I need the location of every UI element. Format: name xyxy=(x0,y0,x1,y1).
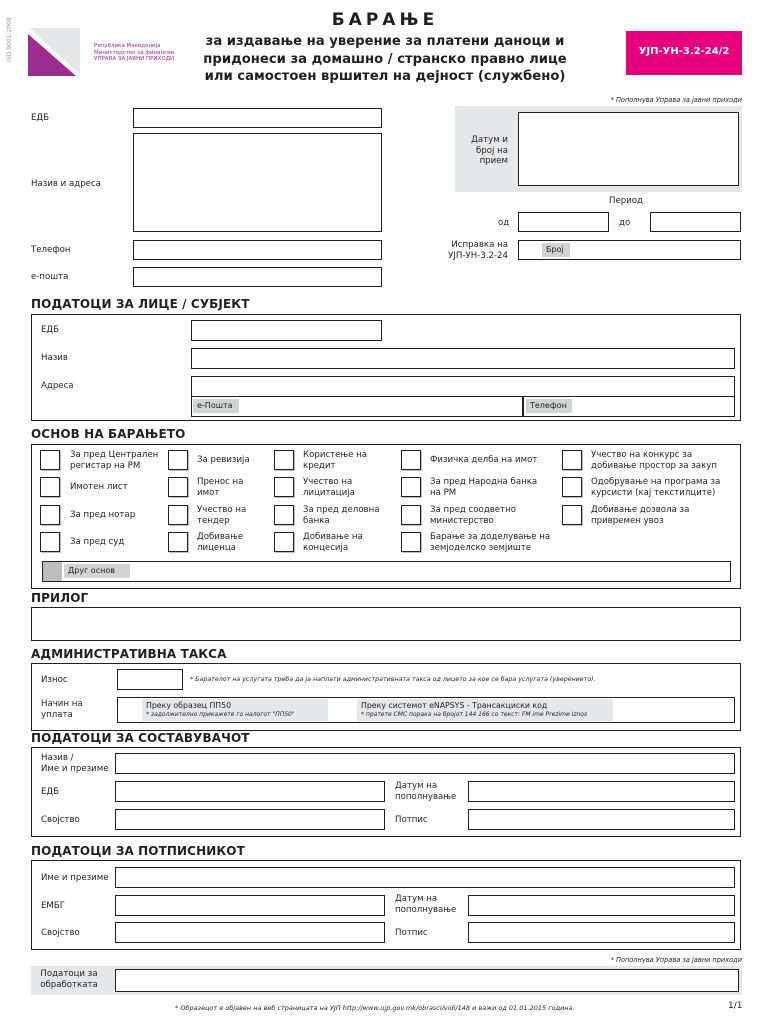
to-label: до xyxy=(619,218,631,228)
payment-method-label: Начин на уплата xyxy=(41,699,83,720)
subject-address-label: Адреса xyxy=(41,381,74,391)
basis-checkbox[interactable] xyxy=(168,532,188,552)
basis-option-label: За пред Централен регистар на РМ xyxy=(70,449,159,471)
logo-line: УПРАВА ЗА ЈАВНИ ПРИХОДИ xyxy=(94,56,175,63)
other-basis-checkbox-shadow xyxy=(43,562,62,581)
preparer-name-input[interactable] xyxy=(115,753,735,774)
processing-label: Податоци за обработката xyxy=(40,969,98,990)
basis-option-label: Физичка делба на имот xyxy=(430,455,538,466)
subject-name-input[interactable] xyxy=(191,348,735,369)
basis-option-label: Добивање лиценца xyxy=(197,531,244,553)
name-address-label: Назив и адреса xyxy=(31,179,101,189)
email-input[interactable] xyxy=(133,267,382,287)
preparer-section-title: ПОДАТОЦИ ЗА СОСТАВУВАЧОТ xyxy=(31,731,250,745)
basis-checkbox[interactable] xyxy=(562,505,582,525)
basis-option-label: За пред Народна банка на РМ xyxy=(430,476,538,498)
signatory-signature-label: Потпис xyxy=(395,928,428,938)
attachment-section-title: ПРИЛОГ xyxy=(31,591,89,605)
subject-edb-input[interactable] xyxy=(191,320,382,341)
signatory-name-input[interactable] xyxy=(115,867,735,888)
basis-checkbox[interactable] xyxy=(401,505,421,525)
period-label: Период xyxy=(609,196,643,206)
basis-option-label: За пред нотар xyxy=(70,510,136,521)
edb-input[interactable] xyxy=(133,108,382,128)
preparer-name-label: Назив / Име и презиме xyxy=(41,753,109,774)
signatory-capacity-input[interactable] xyxy=(115,922,385,943)
iso-code: ISO 9001:2008 xyxy=(6,17,13,62)
basis-option-label: Добивање дозвола за привремен увоз xyxy=(591,504,690,526)
fee-amount-label: Износ xyxy=(41,675,68,685)
phone-tag: Телефон xyxy=(526,399,572,413)
date-number-label: Датум и број на прием xyxy=(471,135,508,166)
signatory-signature-input[interactable] xyxy=(468,922,735,943)
basis-option-label: Добивање на концесија xyxy=(303,531,363,553)
period-from-input[interactable] xyxy=(518,212,609,232)
processing-input[interactable] xyxy=(115,969,739,992)
from-label: од xyxy=(498,218,510,228)
form-code-text: УЈП-УН-3.2-24/2 xyxy=(638,46,730,57)
preparer-capacity-label: Својство xyxy=(41,815,80,825)
subject-email-input[interactable] xyxy=(191,396,523,417)
basis-option-label: За пред соодветно министерство xyxy=(430,504,516,526)
basis-checkbox[interactable] xyxy=(40,505,60,525)
email-label: е-пошта xyxy=(31,272,69,282)
other-basis-tag: Друг основ xyxy=(64,564,130,578)
date-number-input[interactable] xyxy=(518,112,739,186)
basis-option-label: За пред суд xyxy=(70,537,125,548)
basis-option-label: Користење на кредит xyxy=(303,449,368,471)
preparer-signature-label: Потпис xyxy=(395,815,428,825)
attachment-input[interactable] xyxy=(31,607,741,641)
basis-checkbox[interactable] xyxy=(274,505,294,525)
basis-checkbox[interactable] xyxy=(168,450,188,470)
subtitle-line: придонеси за домашно / странско правно лице xyxy=(203,51,567,67)
page-number: 1/1 xyxy=(728,1001,743,1011)
footer-ujp-note: * Пополнува Управа за јавни приходи xyxy=(610,956,742,964)
signatory-date-label: Датум на пополнување xyxy=(395,894,457,915)
pp50-note: * задолжително прикажете го налогот "ПП50" xyxy=(146,711,295,718)
basis-checkbox[interactable] xyxy=(562,477,582,497)
name-address-input[interactable] xyxy=(133,133,382,232)
basis-checkbox[interactable] xyxy=(401,477,421,497)
basis-section-title: ОСНОВ НА БАРАЊЕТО xyxy=(31,427,186,441)
subtitle-line: или самостоен вршител на дејност (службено) xyxy=(204,69,566,84)
subject-section-title: ПОДАТОЦИ ЗА ЛИЦЕ / СУБЈЕКТ xyxy=(31,297,250,311)
preparer-date-input[interactable] xyxy=(468,781,735,802)
signatory-embg-input[interactable] xyxy=(115,895,385,916)
number-tag: Број xyxy=(542,243,570,257)
fee-amount-note: * Барателот на услугата треба да ја наплати административната такса од лицето за кое се бара услугата (уверението). xyxy=(190,676,596,683)
signatory-embg-label: ЕМБГ xyxy=(41,901,65,911)
edb-label: ЕДБ xyxy=(31,113,50,123)
logo-text xyxy=(94,43,174,63)
subject-address-input[interactable] xyxy=(191,376,735,397)
basis-checkbox[interactable] xyxy=(562,450,582,470)
basis-checkbox[interactable] xyxy=(274,477,294,497)
basis-option-label: За пред деловна банка xyxy=(303,504,380,526)
basis-checkbox[interactable] xyxy=(401,450,421,470)
phone-input[interactable] xyxy=(133,240,382,260)
email-tag: е-Пошта xyxy=(193,399,239,413)
published-note: * Образецот е објавен на веб страницата на УЈП http://www.ujp.gov.mk/obrasci/vidi/148 и важи од 01.01.2015 година. xyxy=(175,1004,575,1012)
signatory-capacity-label: Својство xyxy=(41,928,80,938)
signatory-name-label: Име и презиме xyxy=(41,873,109,883)
fee-section-title: АДМИНИСТРАТИВНА ТАКСА xyxy=(31,647,227,661)
basis-option-label: Имотен лист xyxy=(70,482,128,493)
basis-checkbox[interactable] xyxy=(274,532,294,552)
correction-label: Исправка на УЈП-УН-3.2-24 xyxy=(448,240,508,261)
subtitle-line: за издавање на уверение за платени даноци и xyxy=(205,34,565,49)
enapsys-title: Преку системот eNAPSYS - Трансакциски код xyxy=(361,701,548,710)
fee-amount-input[interactable] xyxy=(117,669,183,690)
basis-option-label: За ревизија xyxy=(197,455,250,466)
logo-line: Министерство за финансии xyxy=(94,49,175,56)
preparer-edb-input[interactable] xyxy=(115,781,385,802)
basis-option-label: Учество на конкурс за добивање простор за закуп xyxy=(591,449,717,471)
other-basis-input[interactable] xyxy=(42,561,731,582)
ujp-fill-note: * Пополнува Управа за јавни приходи xyxy=(610,96,742,104)
signatory-section-title: ПОДАТОЦИ ЗА ПОТПИСНИКОТ xyxy=(31,844,245,858)
basis-checkbox[interactable] xyxy=(40,477,60,497)
enapsys-note: * пратете СМС порака на бројот 144 166 со текст: FM ime Prezime Iznos xyxy=(361,711,588,718)
basis-option-label: Барање за доделување на земјоделско земјиште xyxy=(430,531,551,553)
basis-option-label: Учество на лицитација xyxy=(303,476,355,498)
basis-checkbox[interactable] xyxy=(40,450,60,470)
logo-line: Република Македонија xyxy=(94,43,161,49)
subject-name-label: Назив xyxy=(41,353,68,363)
document-title: БАРАЊЕ xyxy=(331,10,439,30)
document-subtitle xyxy=(200,33,570,86)
basis-checkbox[interactable] xyxy=(40,532,60,552)
preparer-capacity-input[interactable] xyxy=(115,809,385,830)
basis-checkbox[interactable] xyxy=(401,532,421,552)
subject-edb-label: ЕДБ xyxy=(41,325,60,335)
basis-checkbox[interactable] xyxy=(168,477,188,497)
signatory-date-input[interactable] xyxy=(468,895,735,916)
preparer-date-label: Датум на пополнување xyxy=(395,781,457,802)
basis-option-label: Учество на тендер xyxy=(197,504,247,526)
period-to-input[interactable] xyxy=(650,212,741,232)
basis-checkbox[interactable] xyxy=(168,505,188,525)
phone-label: Телефон xyxy=(31,245,71,255)
preparer-signature-input[interactable] xyxy=(468,809,735,830)
preparer-edb-label: ЕДБ xyxy=(41,787,60,797)
basis-option-label: Одобрување на програма за курсисти (кај текстилците) xyxy=(591,476,721,498)
pp50-title: Преку образец ПП50 xyxy=(146,701,232,710)
logo-emblem xyxy=(28,28,80,76)
basis-option-label: Пренос на имот xyxy=(197,476,244,498)
basis-checkbox[interactable] xyxy=(274,450,294,470)
